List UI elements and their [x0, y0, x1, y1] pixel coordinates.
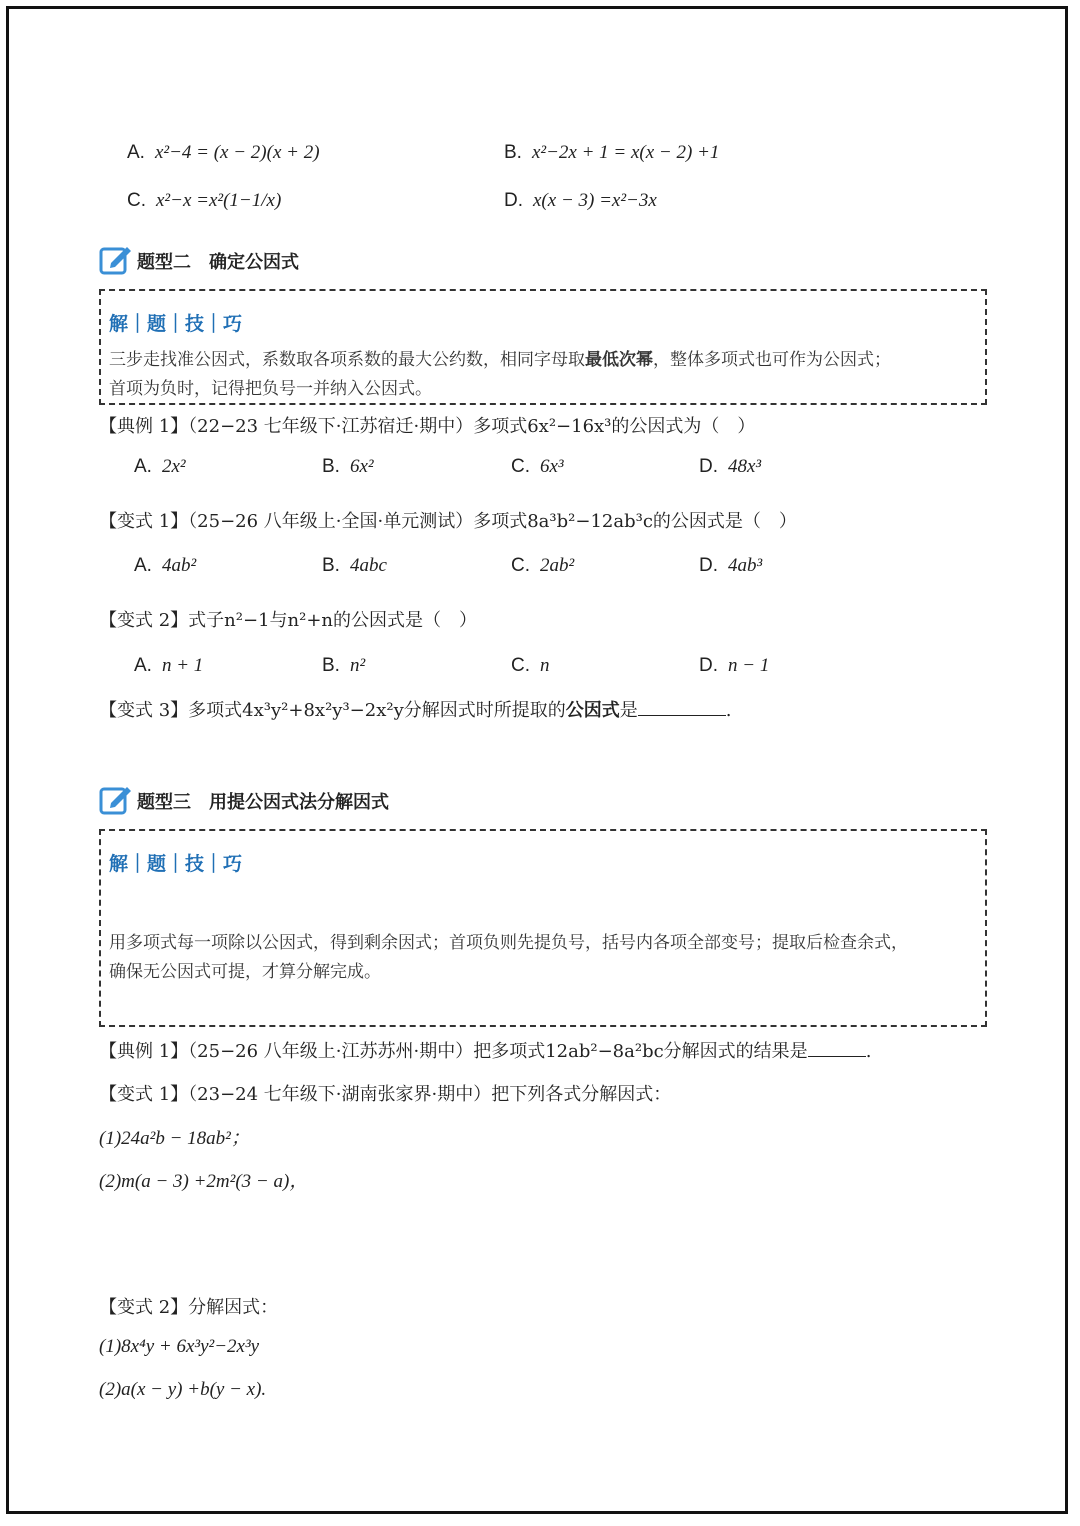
s2-variant1-option-c: C. 2ab² — [511, 555, 575, 576]
document-page — [6, 6, 1068, 1514]
s2-variant1-option-b: B. 4abc — [322, 555, 387, 576]
s3-variant2-item-1: (1)8x⁴y + 6x³y²−2x³y — [99, 1336, 260, 1357]
edit-note-icon — [99, 243, 133, 275]
s2-variant2-option-d: D. n − 1 — [699, 655, 770, 676]
tip-title: 解｜题｜技｜巧 — [109, 853, 243, 875]
answer-blank[interactable] — [808, 1038, 866, 1057]
tip-line-2: 首项为负时，记得把负号一并纳入公因式。 — [109, 379, 432, 399]
s2-example1-option-b: B. 6x² — [322, 456, 374, 477]
prev-option-a: A. x²−4 = (x − 2)(x + 2) — [127, 142, 320, 163]
tip-line-1: 用多项式每一项除以公因式，得到剩余因式；首项负则先提负号，括号内各项全部变号；提取后检查余式， — [109, 933, 908, 953]
s3-example1-question: 【典例 1】（25−26 八年级上·江苏苏州·期中）把多项式12ab²−8a²bc分解因式的结果是 . — [99, 1037, 871, 1063]
s3-variant1-question: 【变式 1】（23−24 七年级下·湖南张家界·期中）把下列各式分解因式： — [99, 1084, 672, 1105]
s2-example1-option-d: D. 48x³ — [699, 456, 762, 477]
answer-blank[interactable] — [638, 697, 726, 716]
s2-variant2-option-b: B. n² — [322, 655, 366, 676]
s2-example1-option-c: C. 6x³ — [511, 456, 564, 477]
s3-variant2-item-2: (2)a(x − y) +b(y − x). — [99, 1379, 267, 1400]
prev-option-d: D. x(x − 3) =x²−3x — [504, 190, 657, 211]
s2-variant2-option-c: C. n — [511, 655, 550, 676]
s3-variant1-item-2: (2)m(a − 3) +2m²(3 − a)， — [99, 1171, 309, 1192]
tip-line-1: 三步走找准公因式，系数取各项系数的最大公约数，相同字母取最低次幂，整体多项式也可作为公因式； — [109, 350, 891, 370]
tip-title: 解｜题｜技｜巧 — [109, 313, 243, 335]
section3-tip-box — [99, 829, 987, 1027]
s2-example1-option-a: A. 2x² — [134, 456, 186, 477]
s3-variant1-item-1: (1)24a²b − 18ab²； — [99, 1128, 250, 1149]
s2-variant1-option-a: A. 4ab² — [134, 555, 197, 576]
s3-variant2-question: 【变式 2】分解因式： — [99, 1297, 279, 1318]
s2-variant2-question: 【变式 2】式子n²−1与n²+n的公因式是（ ） — [99, 610, 477, 631]
s2-variant2-option-a: A. n + 1 — [134, 655, 204, 676]
s2-variant3-question: 【变式 3】多项式4x³y²+8x²y³−2x²y分解因式时所提取的公因式是 . — [99, 696, 731, 722]
section2-tip-box — [99, 289, 987, 405]
prev-option-b: B. x²−2x + 1 = x(x − 2) +1 — [504, 142, 720, 163]
s2-variant1-option-d: D. 4ab³ — [699, 555, 763, 576]
s2-variant1-question: 【变式 1】（25−26 八年级上·全国·单元测试）多项式8a³b²−12ab³c的公因式是（ ） — [99, 511, 797, 532]
s2-example1-question: 【典例 1】（22−23 七年级下·江苏宿迁·期中）多项式6x²−16x³的公因式为（ ） — [99, 416, 756, 437]
tip-line-2: 确保无公因式可提，才算分解完成。 — [109, 962, 381, 982]
section3-heading: 题型三 用提公因式法分解因式 — [99, 783, 519, 817]
edit-note-icon — [99, 783, 133, 815]
prev-option-c: C. x²−x =x²(1−1/x) — [127, 190, 282, 211]
section2-heading: 题型二 确定公因式 — [99, 243, 499, 277]
